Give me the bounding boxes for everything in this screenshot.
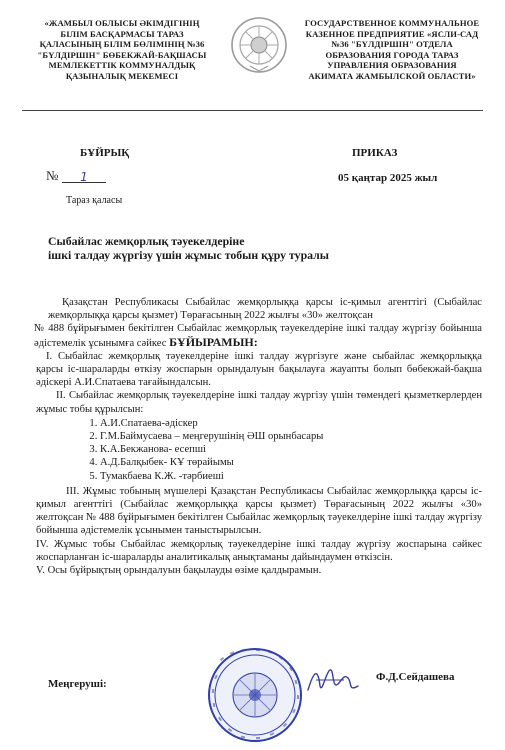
list-item: 3. К.А.Бекжанова- есепші xyxy=(100,443,482,456)
members-list xyxy=(100,417,482,483)
official-stamp xyxy=(206,646,304,744)
header-right-line: №36 "БҮЛДІРШІН" ОТДЕЛА xyxy=(331,39,453,50)
paragraph-two: II. Сыбайлас жемқорлық тәуекелдеріне ішкі талдау жүргізу үшін төмендегі қызметкерлерден жұмыс тобы құрылсын: xyxy=(36,390,482,415)
order-date: 05 қаңтар 2025 жыл xyxy=(338,172,438,184)
order-number-field xyxy=(62,168,106,183)
list-item: 2. Г.М.Баймусаева – меңгерушінің ӘШ орынбасары xyxy=(100,430,482,443)
number-sign: № xyxy=(46,168,59,183)
paragraph-three: III. Жұмыс тобының мүшелері Қазақстан Республикасы Сыбайлас жемқорлыққа қарсы іс-қимыл агенттігі (Сыбайлас жемқорлыққа қарсы қызмет) Төрағасының 2022 жылғы «30» желтоқсан № 488 бұйрығымен бекітілген Сыбайлас жемқорлық тәуекелдеріне ішкі талдау жүргізу бойынша әдістемелік ұсынымен таныстырылсын. xyxy=(36,485,482,537)
order-number-value: 1 xyxy=(80,170,88,184)
order-label-ru: ПРИКАЗ xyxy=(352,147,398,159)
header-right-line: КАЗЕННОЕ ПРЕДПРИЯТИЕ «ЯСЛИ-САД xyxy=(305,28,479,39)
header-divider xyxy=(22,110,483,111)
state-emblem-icon xyxy=(230,16,288,74)
handwritten-signature xyxy=(304,660,362,700)
header-left-line: ҚАЗЫНАЛЫҚ МЕКЕМЕСІ xyxy=(65,70,179,81)
header-left-line: БІЛІМ БАСҚАРМАСЫ ТАРАЗ xyxy=(60,28,184,39)
paragraph-one: I. Сыбайлас жемқорлық тәуекелдеріне ішкі талдау жүргізуге және сыбайлас жемқорлыққа қарсы іс-шараларды өткізу жоспарын орындалуын бақылауға жауапты болып бөбекжай-бақша әдіскері А.И.Спатаева тағайындалсын. xyxy=(36,350,482,389)
header-left-line: МЕМЛЕКЕТТІК КОММУНАЛДЫҚ xyxy=(48,60,196,71)
paragraph-five: V. Осы бұйрықтың орындалуын бақылауды өзіме қалдырамын. xyxy=(36,565,322,577)
list-item: 4. А.Д.Балқыбек- КҰ төрайымы xyxy=(100,456,482,469)
document-body xyxy=(34,296,482,577)
header-left-org-kz xyxy=(22,18,222,82)
header-left-line: «ЖАМБЫЛ ОБЛЫСЫ ӘКІМДІГІНІҢ xyxy=(44,18,200,28)
paragraph-preamble-cont xyxy=(34,322,482,349)
preamble-text: № 488 бұйрығымен бекітілген Сыбайлас жемқорлық тәуекелдеріне ішкі талдау жүргізу бойынша әдістемелік ұсынымға сәйкес xyxy=(34,323,482,349)
header-right-line: УПРАВЛЕНИЯ ОБРАЗОВАНИЯ xyxy=(327,60,457,71)
title-line: ішкі талдау жүргізу үшін жұмыс тобын құру туралы xyxy=(48,248,329,262)
title-line: Сыбайлас жемқорлық тәуекелдеріне xyxy=(48,234,245,248)
signature-role: Меңгеруші: xyxy=(48,678,107,690)
order-number xyxy=(46,168,58,184)
header-right-line: ОБРАЗОВАНИЯ ГОРОДА ТАРАЗ xyxy=(325,49,459,60)
header-left-line: "БҮЛДІРШІН" БӨБЕКЖАЙ-БАҚШАСЫ xyxy=(37,49,207,60)
order-verb: БҰЙЫРАМЫН: xyxy=(169,334,258,349)
order-city: Тараз қаласы xyxy=(66,195,123,206)
header-left-line: ҚАЛАСЫНЫҢ БІЛІМ БӨЛІМІНІҢ №36 xyxy=(39,39,205,50)
signature-name: Ф.Д.Сейдашева xyxy=(376,671,455,683)
header-right-line: АКИМАТА ЖАМБЫЛСКОЙ ОБЛАСТИ» xyxy=(308,70,476,81)
paragraph-preamble: Қазақстан Республикасы Сыбайлас жемқорлыққа қарсы іс-қимыл агенттігі (Сыбайлас жемқорлыққа қарсы қызмет) Төрағасының 2022 жылғы «30» желтоқсан xyxy=(48,297,482,322)
list-item: 1. А.И.Спатаева-әдіскер xyxy=(100,417,482,430)
header-right-org-ru xyxy=(296,18,488,82)
list-item: 5. Тумакбаева К.Ж. -тәрбиеші xyxy=(100,470,482,483)
document-title xyxy=(48,234,468,262)
header-right-line: ГОСУДАРСТВЕННОЕ КОММУНАЛЬНОЕ xyxy=(304,18,480,28)
order-label-kz: БҰЙРЫҚ xyxy=(80,147,130,159)
paragraph-four: IV. Жұмыс тобы Сыбайлас жемқорлық тәуекелдеріне ішкі талдау жүргізу жоспарына сәйкес жоспарланған іс-шараларды аналитикалық анықтаманы дайындаумен өткізсін. xyxy=(36,538,482,563)
